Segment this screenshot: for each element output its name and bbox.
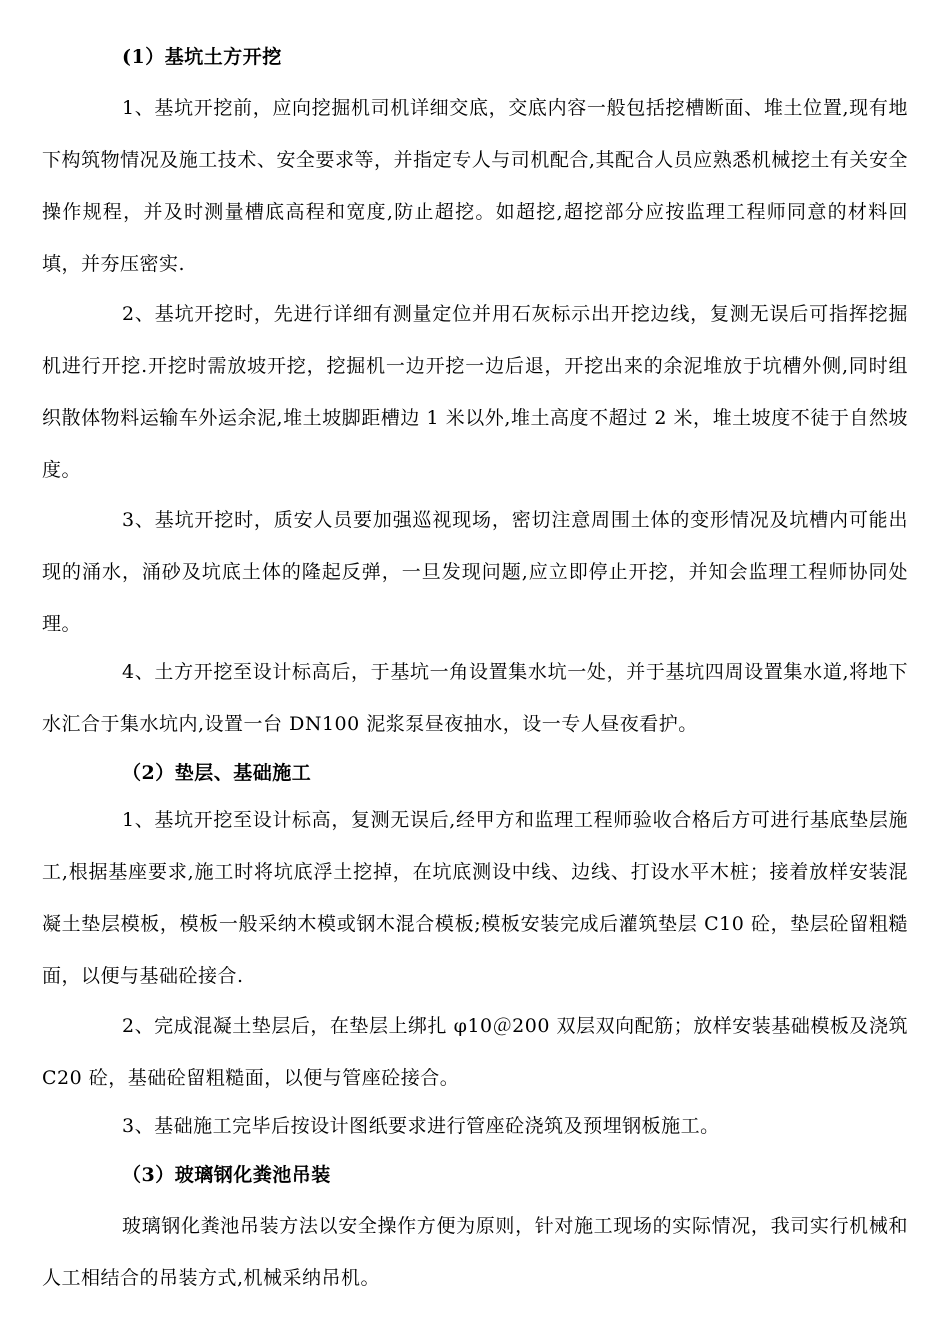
paragraph-1-3: 3、基坑开挖时，质安人员要加强巡视现场，密切注意周围土体的变形情况及坑槽内可能出现的涌水，涌砂及坑底土体的隆起反弹，一旦发现问题,应立即停止开挖，并知会监理工程师协同处理。: [42, 509, 908, 635]
paragraph-3-1: 玻璃钢化粪池吊装方法以安全操作方便为原则，针对施工现场的实际情况，我司实行机械和人工相结合的吊装方式,机械采纳吊机。: [42, 1215, 908, 1289]
paragraph-2-3: 3、基础施工完毕后按设计图纸要求进行管座砼浇筑及预埋钢板施工。: [122, 1115, 720, 1137]
paragraph-1-4: 4、土方开挖至设计标高后，于基坑一角设置集水坑一处，并于基坑四周设置集水道,将地下水汇合于集水坑内,设置一台 DN100 泥浆泵昼夜抽水，设一专人昼夜看护。: [42, 661, 908, 735]
paragraph-2-1: 1、基坑开挖至设计标高，复测无误后,经甲方和监理工程师验收合格后方可进行基底垫层施工,根据基座要求,施工时将坑底浮土挖掉，在坑底测设中线、边线、打设水平木桩；接着放样安装混凝土垫层模板，模板一般采纳木模或钢木混合模板;模板安装完成后灌筑垫层 C10 砼，垫层砼留粗糙面，以便与基础砼接合.: [42, 809, 908, 987]
section-heading-1: (1）基坑土方开挖: [122, 46, 282, 68]
section-heading-2: （2）垫层、基础施工: [122, 762, 312, 784]
paragraph-2-2: 2、完成混凝土垫层后，在垫层上绑扎 φ10＠200 双层双向配筋；放样安装基础模板及浇筑 C20 砼，基础砼留粗糙面，以便与管座砼接合。: [42, 1015, 908, 1089]
section-heading-3: （3）玻璃钢化粪池吊装: [122, 1164, 331, 1186]
paragraph-1-2: 2、基坑开挖时，先进行详细有测量定位并用石灰标示出开挖边线，复测无误后可指挥挖掘机进行开挖.开挖时需放坡开挖，挖掘机一边开挖一边后退，开挖出来的余泥堆放于坑槽外侧,同时组织散体物料运输车外运余泥,堆土坡脚距槽边 1 米以外,堆土高度不超过 2 米，堆土坡度不徒于自然坡度。: [42, 303, 908, 481]
paragraph-1-1: 1、基坑开挖前，应向挖掘机司机详细交底，交底内容一般包括挖槽断面、堆土位置,现有地下构筑物情况及施工技术、安全要求等，并指定专人与司机配合,其配合人员应熟悉机械挖土有关安全操作规程，并及时测量槽底高程和宽度,防止超挖。如超挖,超挖部分应按监理工程师同意的材料回填，并夯压密实.: [42, 97, 908, 275]
